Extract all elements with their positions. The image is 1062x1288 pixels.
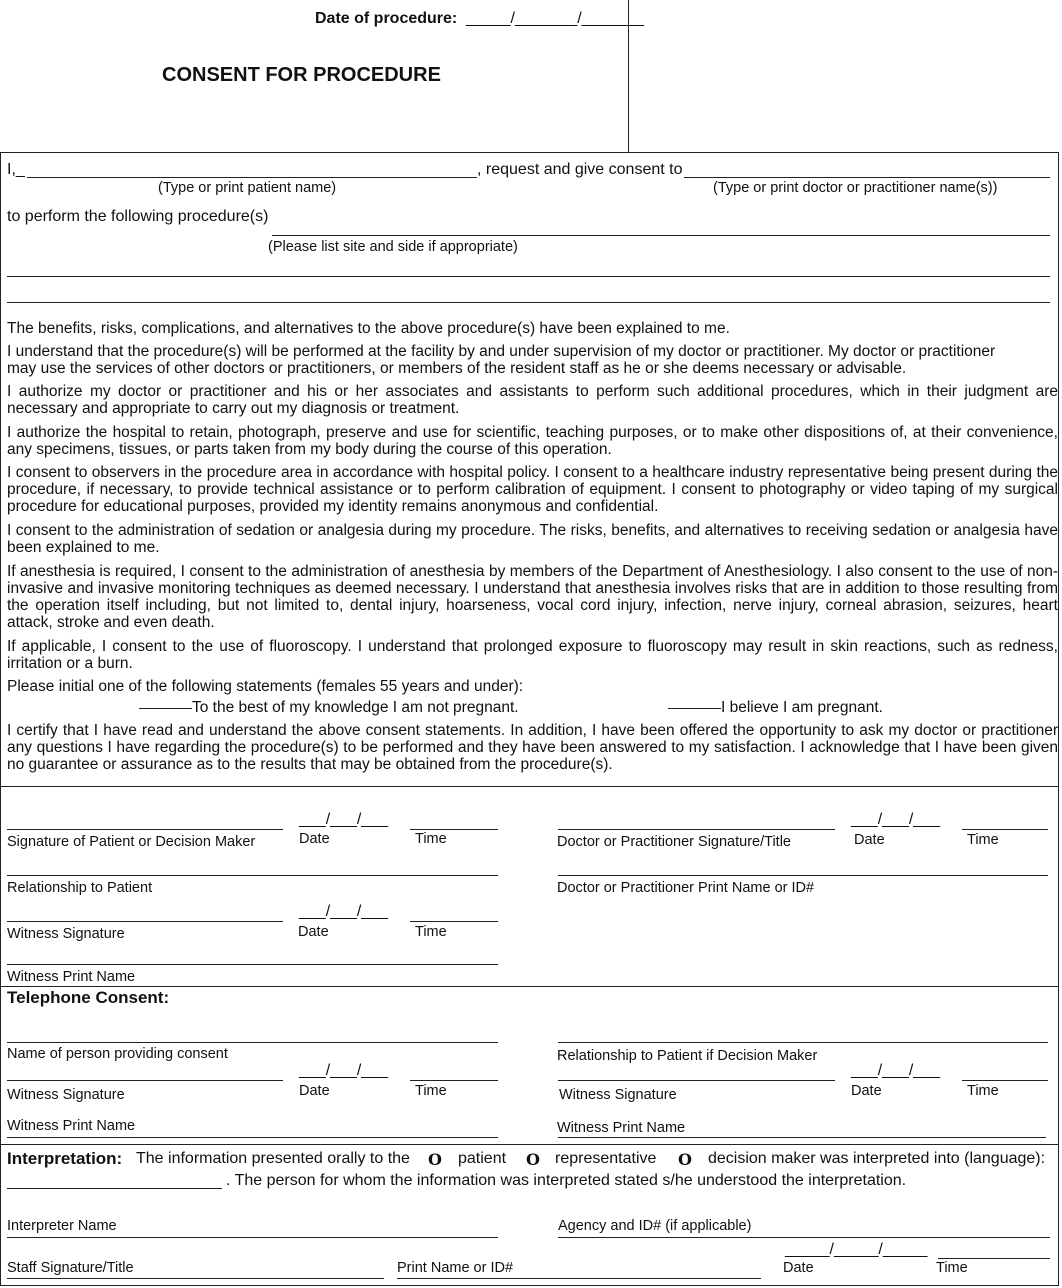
language-field[interactable] — [7, 1188, 222, 1189]
consent-prefix: I,_ — [7, 161, 25, 178]
tel-witness2-signature-field[interactable] — [558, 1080, 835, 1081]
agency-id-label: Agency and ID# (if applicable) — [558, 1218, 752, 1234]
header-divider — [628, 0, 629, 152]
doctor-print-name-field[interactable] — [558, 875, 1048, 876]
relationship-decision-maker-label: Relationship to Patient if Decision Maker — [557, 1048, 818, 1064]
witness-signature-field[interactable] — [7, 921, 283, 922]
tel-witness2-time-label: Time — [967, 1083, 999, 1099]
print-name-id-label: Print Name or ID# — [397, 1260, 514, 1276]
patient-signature-field[interactable] — [7, 829, 283, 830]
paragraph-initial-statement: Please initial one of the following statements (females 55 years and under): — [7, 678, 524, 695]
telephone-consent-heading: Telephone Consent: — [7, 988, 170, 1007]
section-divider-telephone — [0, 986, 1059, 987]
date-of-procedure-label: Date of procedure: — [315, 10, 458, 27]
tel-witness1-time-label: Time — [415, 1083, 447, 1099]
patient-sig-time-field[interactable] — [410, 829, 498, 830]
tel-witness2-print-field[interactable] — [558, 1137, 1046, 1138]
staff-time-label: Time — [936, 1260, 968, 1276]
tel-witness2-date-label: Date — [851, 1083, 882, 1099]
initial-pregnant-field[interactable] — [668, 708, 721, 709]
paragraph-observers: I consent to observers in the procedure area in accordance with hospital policy. I consent to a healthcare industry representative being present during the procedure, if necessary, to provide technical assistance or to perform calibration of equipment. I consent to photography or video taping of my surgical procedure for educational purposes, provided my identity remains anonymous and confidential. — [7, 464, 1058, 515]
paragraph-additional-procedures: I authorize my doctor or practitioner and his or her associates and assistants to perform such additional procedures, which in their judgment are necessary and appropriate to carry out my diagnosis or treatment. — [7, 383, 1058, 417]
section-divider-interpretation — [0, 1144, 1059, 1145]
paragraph-supervision-line2: may use the services of other doctors or practitioners, or members of the resident staff as he or she deems necessary or advisable. — [7, 360, 907, 377]
patient-name-caption: (Type or print patient name) — [158, 180, 337, 196]
interpretation-text-before: The information presented orally to the — [136, 1150, 410, 1167]
doctor-name-caption: (Type or print doctor or practitioner name(s)) — [713, 180, 998, 196]
tel-witness2-print-label: Witness Print Name — [557, 1120, 686, 1136]
tel-witness2-date-field[interactable]: ___/___/___ — [851, 1062, 940, 1079]
relationship-field[interactable] — [7, 875, 498, 876]
paragraph-supervision-line1: I understand that the procedure(s) will be performed at the facility by and under supervision of my doctor or practitioner. My doctor or practitioner — [7, 343, 996, 360]
patient-name-field[interactable] — [27, 177, 477, 178]
patient-sig-time-label: Time — [415, 831, 447, 847]
request-consent-text: , request and give consent to — [477, 161, 683, 178]
procedure-field-3[interactable] — [7, 302, 1050, 303]
option-not-pregnant: To the best of my knowledge I am not pregnant. — [192, 699, 519, 716]
patient-signature-label: Signature of Patient or Decision Maker — [7, 834, 256, 850]
doctor-sig-time-field[interactable] — [962, 829, 1048, 830]
staff-date-label: Date — [783, 1260, 814, 1276]
witness-print-name-label: Witness Print Name — [7, 969, 136, 985]
doctor-sig-time-label: Time — [967, 832, 999, 848]
section-divider-signatures — [0, 786, 1059, 787]
patient-sig-date-field[interactable]: ___/___/___ — [299, 811, 388, 828]
tel-witness1-print-label: Witness Print Name — [7, 1118, 136, 1134]
interpreter-name-field[interactable] — [7, 1237, 498, 1238]
interpretation-text-after: . The person for whom the information was interpreted stated s/he understood the interpretation. — [226, 1172, 907, 1189]
witness-date-label: Date — [298, 924, 329, 940]
print-name-id-field[interactable] — [397, 1278, 761, 1279]
witness-signature-label: Witness Signature — [7, 926, 125, 942]
doctor-sig-date-label: Date — [854, 832, 885, 848]
witness-print-name-field[interactable] — [7, 964, 498, 965]
staff-signature-field[interactable] — [7, 1278, 384, 1279]
interpretation-heading: Interpretation: — [7, 1149, 123, 1168]
initial-not-pregnant-field[interactable] — [139, 708, 192, 709]
agency-id-field[interactable] — [558, 1237, 1050, 1238]
staff-date-field[interactable]: _____/_____/_____ — [785, 1241, 928, 1258]
tel-witness2-signature-label: Witness Signature — [559, 1087, 677, 1103]
tel-witness1-signature-label: Witness Signature — [7, 1087, 125, 1103]
witness-time-field[interactable] — [410, 921, 498, 922]
staff-signature-label: Staff Signature/Title — [7, 1260, 134, 1276]
doctor-signature-label: Doctor or Practitioner Signature/Title — [557, 834, 791, 850]
tel-witness1-time-field[interactable] — [410, 1080, 498, 1081]
staff-time-field[interactable] — [938, 1258, 1050, 1259]
tel-witness2-time-field[interactable] — [962, 1080, 1048, 1081]
tel-witness1-signature-field[interactable] — [7, 1080, 283, 1081]
doctor-sig-date-field[interactable]: ___/___/___ — [851, 811, 940, 828]
site-caption: (Please list site and side if appropriate) — [268, 239, 518, 255]
interpreter-name-label: Interpreter Name — [7, 1218, 117, 1234]
tel-witness1-date-label: Date — [299, 1083, 330, 1099]
radio-patient-label: patient — [458, 1150, 507, 1167]
witness-date-field[interactable]: ___/___/___ — [299, 903, 388, 920]
procedure-field-2[interactable] — [7, 276, 1050, 277]
relationship-decision-maker-field[interactable] — [558, 1042, 1048, 1043]
witness-time-label: Time — [415, 924, 447, 940]
radio-representative-label: representative — [555, 1150, 657, 1167]
paragraph-sedation: I consent to the administration of sedation or analgesia during my procedure. The risks, benefits, and alternatives to receiving sedation or analgesia have been explained to me. — [7, 522, 1058, 556]
procedure-field-1[interactable] — [272, 235, 1050, 236]
tel-witness1-print-field[interactable] — [7, 1137, 498, 1138]
paragraph-certify: I certify that I have read and understand the above consent statements. In addition, I have been offered the opportunity to ask my doctor or practitioner any questions I have regarding the procedure(s) to be performed and they have been answered to my satisfaction. I acknowledge that I have been given no guarantee or assurance as to the results that may be obtained from the procedure(s). — [7, 722, 1058, 773]
paragraph-fluoroscopy: If applicable, I consent to the use of fluoroscopy. I understand that prolonged exposure to fluoroscopy may result in skin reactions, such as redness, irritation or a burn. — [7, 638, 1058, 672]
relationship-label: Relationship to Patient — [7, 880, 153, 896]
date-of-procedure-field[interactable]: _____/_______/_______ — [466, 10, 644, 27]
doctor-signature-field[interactable] — [558, 829, 835, 830]
paragraph-benefits: The benefits, risks, complications, and alternatives to the above procedure(s) have been explained to me. — [7, 320, 730, 337]
paragraph-specimens: I authorize the hospital to retain, photograph, preserve and use for scientific, teaching purposes, or to make other dispositions of, at their convenience, any specimens, tissues, or parts taken from my body during the course of this operation. — [7, 424, 1058, 458]
radio-patient[interactable]: O — [428, 1150, 442, 1169]
radio-decision-maker-label: decision maker was interpreted into (language): — [708, 1150, 1046, 1167]
person-providing-consent-field[interactable] — [7, 1042, 498, 1043]
person-providing-consent-label: Name of person providing consent — [7, 1046, 228, 1062]
page-title: CONSENT FOR PROCEDURE — [162, 64, 441, 86]
doctor-print-name-label: Doctor or Practitioner Print Name or ID# — [557, 880, 815, 896]
patient-sig-date-label: Date — [299, 831, 330, 847]
radio-decision-maker[interactable]: O — [678, 1150, 692, 1169]
paragraph-anesthesia: If anesthesia is required, I consent to the administration of anesthesia by members of the Department of Anesthesiology. I also consent to the use of non-invasive and invasive monitoring techniques as deemed necessary. I understand that anesthesia involves risks that are in addition to those resulting from the operation itself including, but not limited to, dental injury, hoarseness, vocal cord injury, infection, nerve injury, corneal abrasion, seizures, heart attack, stroke and even death. — [7, 563, 1058, 631]
radio-representative[interactable]: O — [526, 1150, 540, 1169]
option-pregnant: I believe I am pregnant. — [721, 699, 883, 716]
doctor-name-field[interactable] — [684, 177, 1050, 178]
tel-witness1-date-field[interactable]: ___/___/___ — [299, 1062, 388, 1079]
perform-procedure-text: to perform the following procedure(s) — [7, 208, 269, 225]
